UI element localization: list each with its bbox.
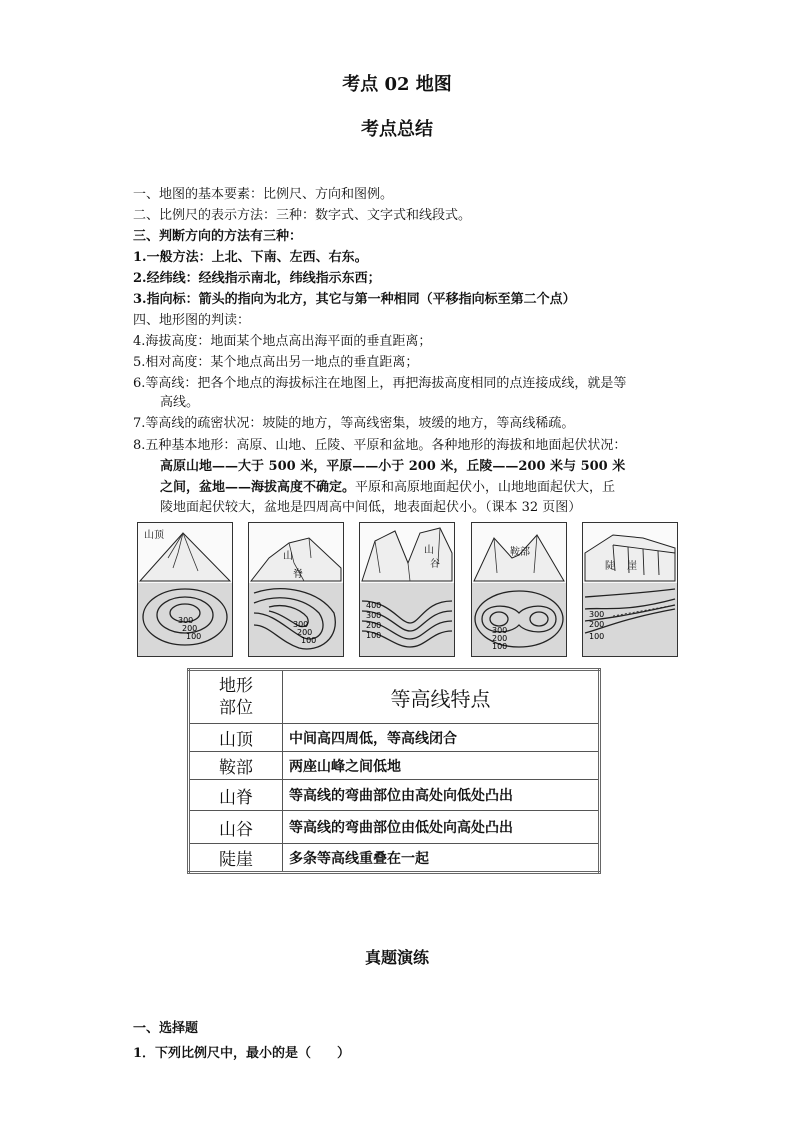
table-cell-part: 山脊 — [189, 780, 283, 811]
contour-label: 400 — [366, 601, 382, 610]
summary-line: 四、地形图的判读： — [133, 313, 251, 328]
ridge-contours-svg — [249, 583, 343, 656]
table-header-part: 地形 部位 — [189, 670, 283, 724]
table-cell-feature: 两座山峰之间低地 — [283, 752, 600, 780]
contour-label: 200 — [366, 621, 382, 630]
summary-line: 5.相对高度：某个地点高出另一地点的垂直距离； — [133, 355, 419, 370]
table-cell-feature: 等高线的弯曲部位由高处向低处凸出 — [283, 780, 600, 811]
contour-label: 100 — [301, 636, 317, 645]
summary-line — [160, 479, 615, 497]
landform-panel-ridge — [248, 522, 344, 657]
landform-figure — [137, 522, 681, 657]
table-header-row — [189, 670, 600, 724]
table-row — [189, 780, 600, 811]
label-summit: 山顶 — [144, 530, 164, 541]
page-subtitle: 考点总结 — [361, 119, 433, 140]
landform-panel-saddle — [471, 522, 567, 657]
summary-text-bold: 之间，盆地——海拔高度不确定。 — [160, 480, 356, 495]
table-cell-feature: 中间高四周低，等高线闭合 — [283, 724, 600, 752]
contour-map — [583, 583, 677, 656]
summary-line: 3.指向标：箭头的指向为北方，其它与第一种相同（平移指向标至第二个点） — [133, 292, 576, 307]
section-heading: 一、选择题 — [133, 1021, 199, 1036]
contour-label: 300 — [178, 616, 194, 625]
contour-label: 100 — [186, 632, 202, 641]
table-row — [189, 724, 600, 752]
summary-line: 7.等高线的疏密状况：坡陡的地方，等高线密集，坡缓的地方，等高线稀疏。 — [133, 416, 575, 431]
table-header-feature: 等高线特点 — [283, 670, 600, 724]
contour-label: 200 — [182, 624, 198, 633]
table-row — [189, 811, 600, 844]
summary-line: 8.五种基本地形：高原、山地、丘陵、平原和盆地。各种地形的海拔和地面起伏状况： — [133, 438, 627, 453]
contour-map — [472, 583, 566, 656]
mountain-sketch — [360, 523, 454, 584]
table-cell-part: 鞍部 — [189, 752, 283, 780]
contour-label: 200 — [297, 628, 313, 637]
contour-map — [249, 583, 343, 656]
label-saddle: 鞍部 — [510, 547, 530, 558]
summary-line: 4.海拔高度：地面某个地点高出海平面的垂直距离； — [133, 334, 432, 349]
contour-label: 300 — [366, 611, 382, 620]
summary-text: 平原和高原地面起伏小，山地地面起伏大，丘 — [355, 480, 616, 495]
summary-line: 6.等高线：把各个地点的海拔标注在地图上，再把海拔高度相同的点连接成线，就是等 — [133, 376, 627, 391]
contour-feature-table — [187, 668, 601, 874]
mountain-sketch — [472, 523, 566, 584]
contour-map — [138, 583, 232, 656]
label-cliff-2: 崖 — [627, 561, 637, 572]
cliff-contours-svg — [583, 583, 677, 656]
table-cell-part: 山谷 — [189, 811, 283, 844]
table-cell-feature: 等高线的弯曲部位由低处向高处凸出 — [283, 811, 600, 844]
contour-map — [360, 583, 454, 656]
contour-label: 100 — [589, 632, 605, 641]
cliff-sketch-svg — [583, 523, 677, 583]
contour-label: 100 — [492, 642, 508, 651]
summary-line: 2.经纬线：经线指示南北，纬线指示东西； — [133, 271, 381, 286]
practice-title: 真题演练 — [364, 948, 429, 967]
summary-line: 陵地面起伏较大，盆地是四周高中间低，地表面起伏小。（课本 32 页图） — [160, 500, 582, 515]
question-1: 1．下列比例尺中，最小的是（ ） — [133, 1046, 351, 1061]
contour-label: 200 — [589, 620, 605, 629]
summary-line: 高原山地——大于 500 米，平原——小于 200 米，丘陵——200 米与 500 米 — [160, 459, 626, 474]
summary-line: 三、判断方向的方法有三种： — [133, 229, 303, 244]
label-valley-1: 山 — [424, 545, 434, 556]
label-ridge-2: 脊 — [293, 569, 303, 580]
saddle-contours-svg — [472, 583, 566, 656]
summary-line: 二、比例尺的表示方法：三种：数字式、文字式和线段式。 — [133, 208, 472, 223]
mountain-sketch — [249, 523, 343, 584]
label-cliff-1: 陡 — [605, 561, 615, 572]
contour-label: 300 — [492, 626, 508, 635]
mountain-sketch — [138, 523, 232, 584]
table-cell-feature: 多条等高线重叠在一起 — [283, 844, 600, 873]
valley-contours-svg — [360, 583, 454, 656]
label-valley-2: 谷 — [430, 559, 440, 570]
table-cell-part: 山顶 — [189, 724, 283, 752]
label-ridge-1: 山 — [283, 551, 293, 562]
summary-line: 一、地图的基本要素：比例尺、方向和图例。 — [133, 187, 394, 202]
landform-panel-valley — [359, 522, 455, 657]
summit-contours-svg — [138, 583, 232, 656]
contour-label: 100 — [366, 631, 382, 640]
mountain-sketch — [583, 523, 677, 584]
table-cell-part: 陡崖 — [189, 844, 283, 873]
contour-label: 200 — [492, 634, 508, 643]
contour-label: 300 — [293, 620, 309, 629]
contour-label: 300 — [589, 610, 605, 619]
summary-line: 高线。 — [160, 395, 200, 410]
valley-sketch-svg — [360, 523, 454, 583]
landform-panel-cliff — [582, 522, 678, 657]
summary-line: 1.一般方法：上北、下南、左西、右东。 — [133, 250, 368, 265]
landform-panel-summit — [137, 522, 233, 657]
table-row — [189, 844, 600, 873]
table-row — [189, 752, 600, 780]
page-title: 考点 02 地图 — [342, 74, 452, 95]
